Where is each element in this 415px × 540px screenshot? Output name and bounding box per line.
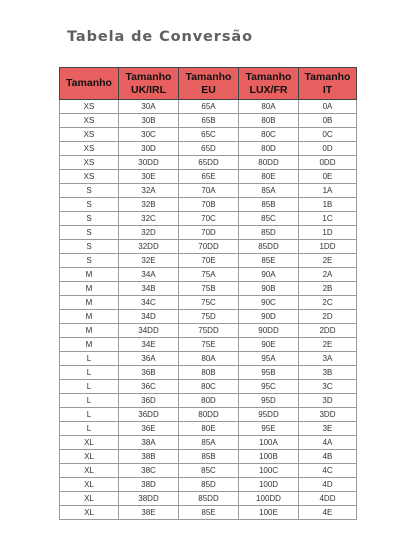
lux-fr-cell: 80A xyxy=(239,100,299,114)
header-cell-uk-irl xyxy=(119,68,179,100)
uk-irl-cell: 32B xyxy=(119,198,179,212)
eu-cell: 65C xyxy=(179,128,239,142)
lux-fr-cell: 95C xyxy=(239,380,299,394)
table-row xyxy=(60,128,357,142)
lux-fr-cell: 80DD xyxy=(239,156,299,170)
lux-fr-cell: 90DD xyxy=(239,324,299,338)
lux-fr-cell: 90D xyxy=(239,310,299,324)
table-row xyxy=(60,156,357,170)
lux-fr-cell: 100B xyxy=(239,450,299,464)
lux-fr-cell: 100DD xyxy=(239,492,299,506)
size-cell: L xyxy=(60,380,119,394)
table-row xyxy=(60,478,357,492)
uk-irl-cell: 30D xyxy=(119,142,179,156)
eu-cell: 65B xyxy=(179,114,239,128)
table-row xyxy=(60,296,357,310)
eu-cell: 70B xyxy=(179,198,239,212)
lux-fr-cell: 90E xyxy=(239,338,299,352)
eu-cell: 85A xyxy=(179,436,239,450)
size-cell: XL xyxy=(60,492,119,506)
uk-irl-cell: 30DD xyxy=(119,156,179,170)
it-cell: 0DD xyxy=(299,156,357,170)
page-title: Tabela de Conversão xyxy=(67,29,253,45)
lux-fr-cell: 80E xyxy=(239,170,299,184)
size-cell: S xyxy=(60,226,119,240)
size-cell: L xyxy=(60,408,119,422)
uk-irl-cell: 32C xyxy=(119,212,179,226)
table-header-row xyxy=(60,68,357,100)
lux-fr-cell: 100A xyxy=(239,436,299,450)
size-cell: L xyxy=(60,422,119,436)
size-cell: XS xyxy=(60,156,119,170)
table-row xyxy=(60,450,357,464)
size-cell: L xyxy=(60,366,119,380)
eu-cell: 75E xyxy=(179,338,239,352)
it-cell: 3D xyxy=(299,394,357,408)
eu-cell: 65DD xyxy=(179,156,239,170)
uk-irl-cell: 32A xyxy=(119,184,179,198)
size-cell: XL xyxy=(60,436,119,450)
uk-irl-cell: 34DD xyxy=(119,324,179,338)
lux-fr-cell: 95E xyxy=(239,422,299,436)
eu-cell: 70DD xyxy=(179,240,239,254)
uk-irl-cell: 30C xyxy=(119,128,179,142)
it-cell: 2D xyxy=(299,310,357,324)
size-cell: S xyxy=(60,240,119,254)
size-cell: XS xyxy=(60,142,119,156)
it-cell: 3E xyxy=(299,422,357,436)
lux-fr-cell: 100D xyxy=(239,478,299,492)
it-cell: 2C xyxy=(299,296,357,310)
table-row xyxy=(60,198,357,212)
eu-cell: 65E xyxy=(179,170,239,184)
eu-cell: 80A xyxy=(179,352,239,366)
size-conversion-table xyxy=(59,67,357,520)
eu-cell: 80B xyxy=(179,366,239,380)
lux-fr-cell: 80B xyxy=(239,114,299,128)
table-row xyxy=(60,212,357,226)
uk-irl-cell: 36C xyxy=(119,380,179,394)
it-cell: 4B xyxy=(299,450,357,464)
eu-cell: 75B xyxy=(179,282,239,296)
header-sublabel: UK/IRL xyxy=(131,83,166,96)
it-cell: 1B xyxy=(299,198,357,212)
size-cell: XL xyxy=(60,506,119,520)
it-cell: 0A xyxy=(299,100,357,114)
size-cell: M xyxy=(60,268,119,282)
eu-cell: 80DD xyxy=(179,408,239,422)
uk-irl-cell: 38D xyxy=(119,478,179,492)
uk-irl-cell: 36B xyxy=(119,366,179,380)
table-row xyxy=(60,240,357,254)
eu-cell: 85C xyxy=(179,464,239,478)
uk-irl-cell: 30B xyxy=(119,114,179,128)
header-sublabel: LUX/FR xyxy=(249,83,288,96)
size-cell: XL xyxy=(60,450,119,464)
header-label: Tamanho xyxy=(125,70,172,83)
table-row xyxy=(60,422,357,436)
size-cell: M xyxy=(60,296,119,310)
uk-irl-cell: 38B xyxy=(119,450,179,464)
it-cell: 3B xyxy=(299,366,357,380)
lux-fr-cell: 100C xyxy=(239,464,299,478)
header-sublabel: EU xyxy=(201,83,216,96)
it-cell: 1D xyxy=(299,226,357,240)
table-row xyxy=(60,492,357,506)
header-cell-eu xyxy=(179,68,239,100)
size-cell: M xyxy=(60,310,119,324)
size-cell: XS xyxy=(60,170,119,184)
uk-irl-cell: 30E xyxy=(119,170,179,184)
eu-cell: 85D xyxy=(179,478,239,492)
table-row xyxy=(60,352,357,366)
size-cell: XL xyxy=(60,478,119,492)
eu-cell: 80C xyxy=(179,380,239,394)
uk-irl-cell: 36A xyxy=(119,352,179,366)
uk-irl-cell: 38C xyxy=(119,464,179,478)
size-cell: M xyxy=(60,282,119,296)
lux-fr-cell: 85C xyxy=(239,212,299,226)
table-row xyxy=(60,114,357,128)
table-row xyxy=(60,226,357,240)
table-row xyxy=(60,184,357,198)
uk-irl-cell: 32DD xyxy=(119,240,179,254)
it-cell: 1DD xyxy=(299,240,357,254)
table-row xyxy=(60,142,357,156)
table-row xyxy=(60,268,357,282)
it-cell: 1A xyxy=(299,184,357,198)
uk-irl-cell: 34D xyxy=(119,310,179,324)
uk-irl-cell: 32E xyxy=(119,254,179,268)
eu-cell: 85B xyxy=(179,450,239,464)
it-cell: 3A xyxy=(299,352,357,366)
it-cell: 2B xyxy=(299,282,357,296)
header-sublabel: IT xyxy=(322,83,333,96)
uk-irl-cell: 32D xyxy=(119,226,179,240)
uk-irl-cell: 34E xyxy=(119,338,179,352)
table-row xyxy=(60,310,357,324)
eu-cell: 85DD xyxy=(179,492,239,506)
header-label: Tamanho xyxy=(185,70,232,83)
table-row xyxy=(60,366,357,380)
lux-fr-cell: 95A xyxy=(239,352,299,366)
size-cell: S xyxy=(60,184,119,198)
lux-fr-cell: 100E xyxy=(239,506,299,520)
lux-fr-cell: 85B xyxy=(239,198,299,212)
eu-cell: 80D xyxy=(179,394,239,408)
size-cell: M xyxy=(60,324,119,338)
it-cell: 2E xyxy=(299,338,357,352)
table-row xyxy=(60,436,357,450)
lux-fr-cell: 80C xyxy=(239,128,299,142)
header-label: Tamanho xyxy=(245,70,292,83)
size-cell: S xyxy=(60,212,119,226)
it-cell: 0B xyxy=(299,114,357,128)
it-cell: 4DD xyxy=(299,492,357,506)
eu-cell: 70D xyxy=(179,226,239,240)
table-row xyxy=(60,338,357,352)
eu-cell: 75D xyxy=(179,310,239,324)
table-row xyxy=(60,408,357,422)
eu-cell: 65A xyxy=(179,100,239,114)
uk-irl-cell: 38A xyxy=(119,436,179,450)
uk-irl-cell: 36E xyxy=(119,422,179,436)
lux-fr-cell: 80D xyxy=(239,142,299,156)
it-cell: 3C xyxy=(299,380,357,394)
lux-fr-cell: 95DD xyxy=(239,408,299,422)
table-row xyxy=(60,464,357,478)
it-cell: 0C xyxy=(299,128,357,142)
it-cell: 2DD xyxy=(299,324,357,338)
it-cell: 4D xyxy=(299,478,357,492)
size-cell: S xyxy=(60,254,119,268)
header-cell-size xyxy=(60,68,119,100)
header-cell-lux-fr xyxy=(239,68,299,100)
eu-cell: 70A xyxy=(179,184,239,198)
it-cell: 4C xyxy=(299,464,357,478)
size-cell: XL xyxy=(60,464,119,478)
it-cell: 2E xyxy=(299,254,357,268)
table-row xyxy=(60,254,357,268)
it-cell: 2A xyxy=(299,268,357,282)
table-row xyxy=(60,506,357,520)
size-cell: S xyxy=(60,198,119,212)
table-row xyxy=(60,282,357,296)
table-row xyxy=(60,324,357,338)
uk-irl-cell: 38DD xyxy=(119,492,179,506)
uk-irl-cell: 38E xyxy=(119,506,179,520)
uk-irl-cell: 34C xyxy=(119,296,179,310)
uk-irl-cell: 36D xyxy=(119,394,179,408)
header-label: Tamanho xyxy=(66,77,112,89)
uk-irl-cell: 30A xyxy=(119,100,179,114)
size-cell: XS xyxy=(60,128,119,142)
lux-fr-cell: 95D xyxy=(239,394,299,408)
lux-fr-cell: 95B xyxy=(239,366,299,380)
lux-fr-cell: 85D xyxy=(239,226,299,240)
size-cell: L xyxy=(60,394,119,408)
lux-fr-cell: 85DD xyxy=(239,240,299,254)
eu-cell: 70C xyxy=(179,212,239,226)
it-cell: 3DD xyxy=(299,408,357,422)
lux-fr-cell: 90B xyxy=(239,282,299,296)
uk-irl-cell: 36DD xyxy=(119,408,179,422)
table-row xyxy=(60,170,357,184)
uk-irl-cell: 34A xyxy=(119,268,179,282)
header-label: Tamanho xyxy=(304,70,351,83)
size-cell: M xyxy=(60,338,119,352)
it-cell: 0D xyxy=(299,142,357,156)
lux-fr-cell: 90A xyxy=(239,268,299,282)
table-body xyxy=(60,100,357,520)
size-cell: XS xyxy=(60,114,119,128)
eu-cell: 75C xyxy=(179,296,239,310)
eu-cell: 80E xyxy=(179,422,239,436)
size-cell: XS xyxy=(60,100,119,114)
eu-cell: 75A xyxy=(179,268,239,282)
table-row xyxy=(60,394,357,408)
it-cell: 4E xyxy=(299,506,357,520)
it-cell: 0E xyxy=(299,170,357,184)
uk-irl-cell: 34B xyxy=(119,282,179,296)
it-cell: 4A xyxy=(299,436,357,450)
lux-fr-cell: 85A xyxy=(239,184,299,198)
eu-cell: 65D xyxy=(179,142,239,156)
eu-cell: 70E xyxy=(179,254,239,268)
table-row xyxy=(60,380,357,394)
lux-fr-cell: 90C xyxy=(239,296,299,310)
header-cell-it xyxy=(299,68,357,100)
eu-cell: 85E xyxy=(179,506,239,520)
table-row xyxy=(60,100,357,114)
eu-cell: 75DD xyxy=(179,324,239,338)
size-cell: L xyxy=(60,352,119,366)
it-cell: 1C xyxy=(299,212,357,226)
lux-fr-cell: 85E xyxy=(239,254,299,268)
